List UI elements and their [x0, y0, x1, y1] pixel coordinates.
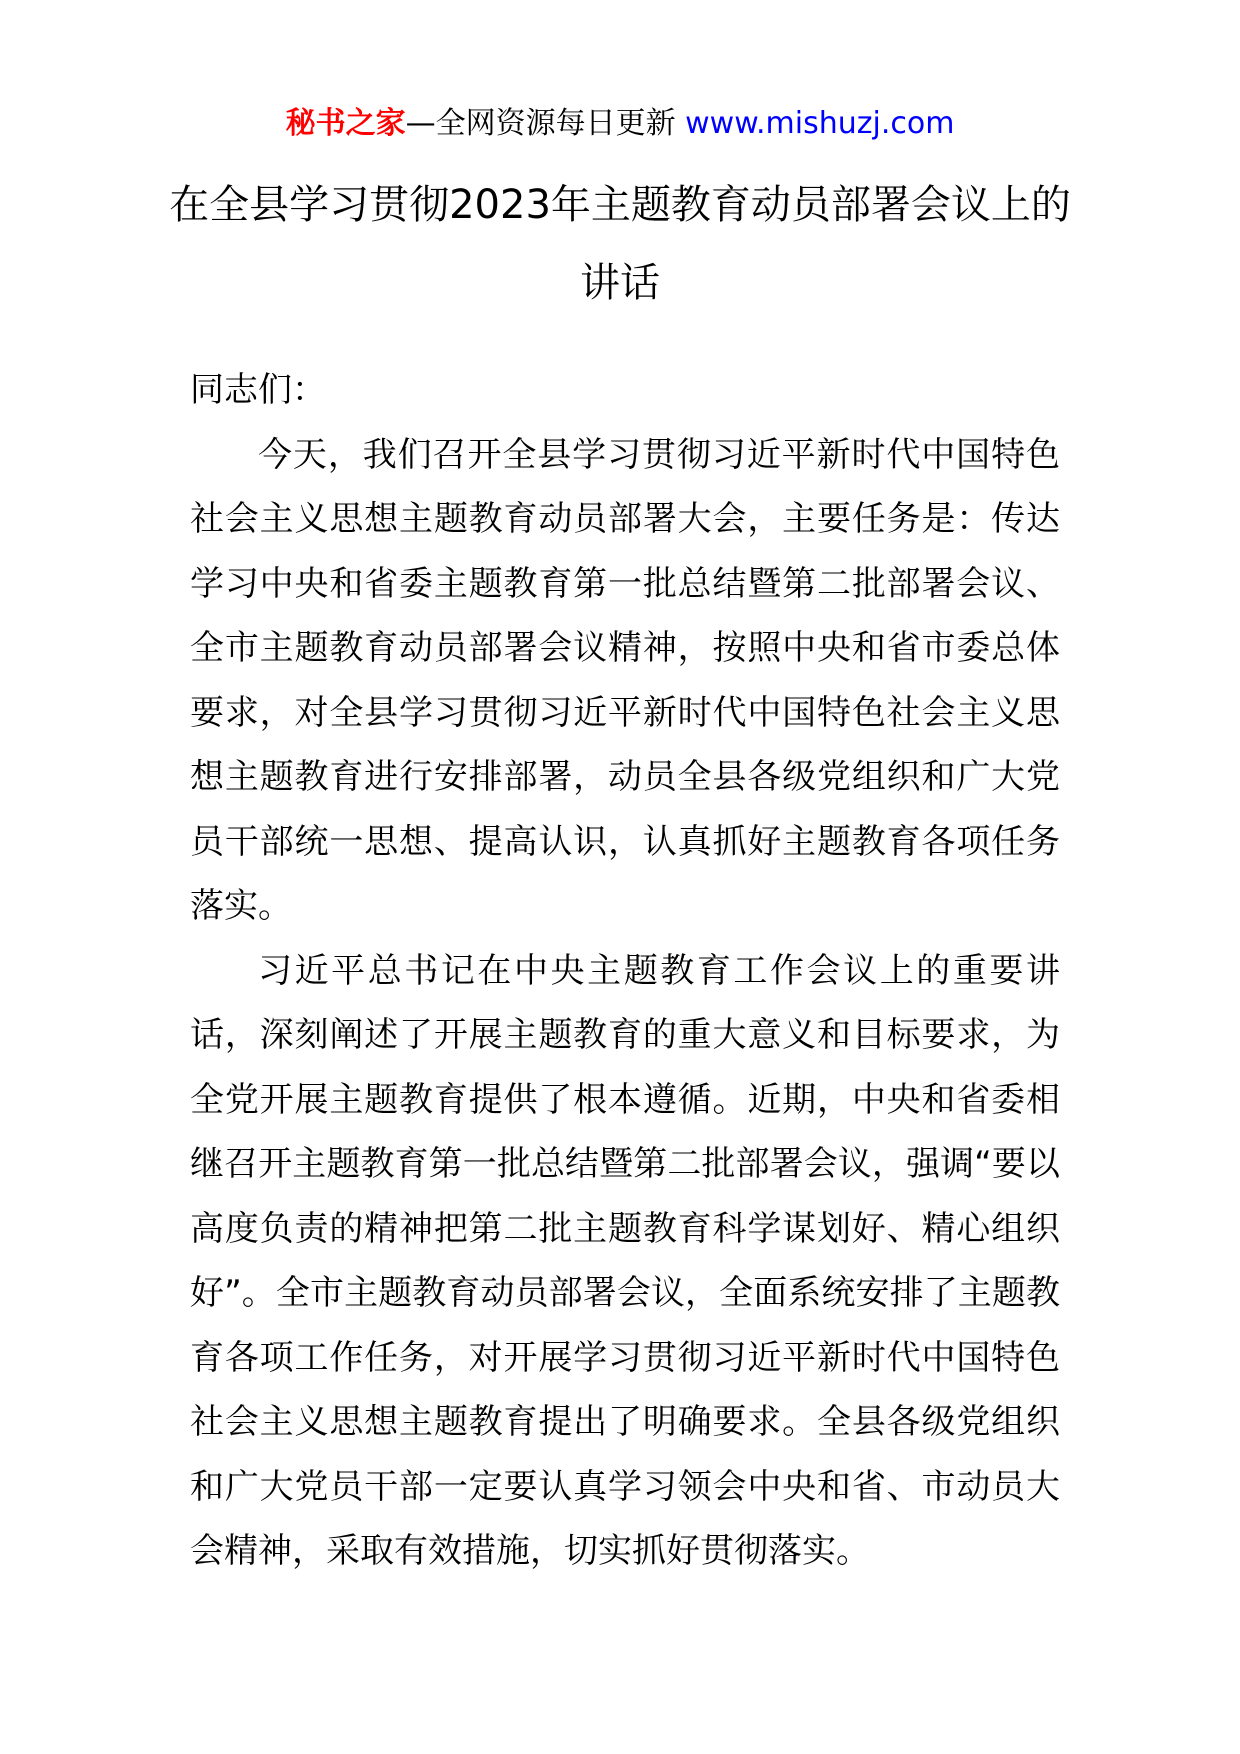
site-url-link[interactable]: www.mishuzj.com: [685, 106, 955, 141]
site-tagline: —全网资源每日更新: [405, 106, 686, 141]
site-header: [0, 104, 1240, 144]
paragraph: 习近平总书记在中央主题教育工作会议上的重要讲话，深刻阐述了开展主题教育的重大意义和目标要求，为全党开展主题教育提供了根本遵循。近期，中央和省委相继召开主题教育第一批总结暨第二批部署会议，强调“要以高度负责的精神把第二批主题教育科学谋划好、精心组织好”。全市主题教育动员部署会议，全面系统安排了主题教育各项工作任务，对开展学习贯彻习近平新时代中国特色社会主义思想主题教育提出了明确要求。全县各级党组织和广大党员干部一定要认真学习领会中央和省、市动员大会精神，采取有效措施，切实抓好贯彻落实。: [190, 950, 1060, 1571]
salutation: 同志们：: [190, 370, 326, 410]
site-brand: 秘书之家: [285, 106, 406, 141]
document-title: 在全县学习贯彻2023年主题教育动员部署会议上的讲话: [169, 182, 1071, 306]
document-body: [190, 358, 1060, 1584]
paragraph: 今天，我们召开全县学习贯彻习近平新时代中国特色社会主义思想主题教育动员部署大会，主要任务是：传达学习中央和省委主题教育第一批总结暨第二批部署会议、全市主题教育动员部署会议精神，按照中央和省市委总体要求，对全县学习贯彻习近平新时代中国特色社会主义思想主题教育进行安排部署，动员全县各级党组织和广大党员干部统一思想、提高认识，认真抓好主题教育各项任务落实。: [190, 434, 1060, 926]
